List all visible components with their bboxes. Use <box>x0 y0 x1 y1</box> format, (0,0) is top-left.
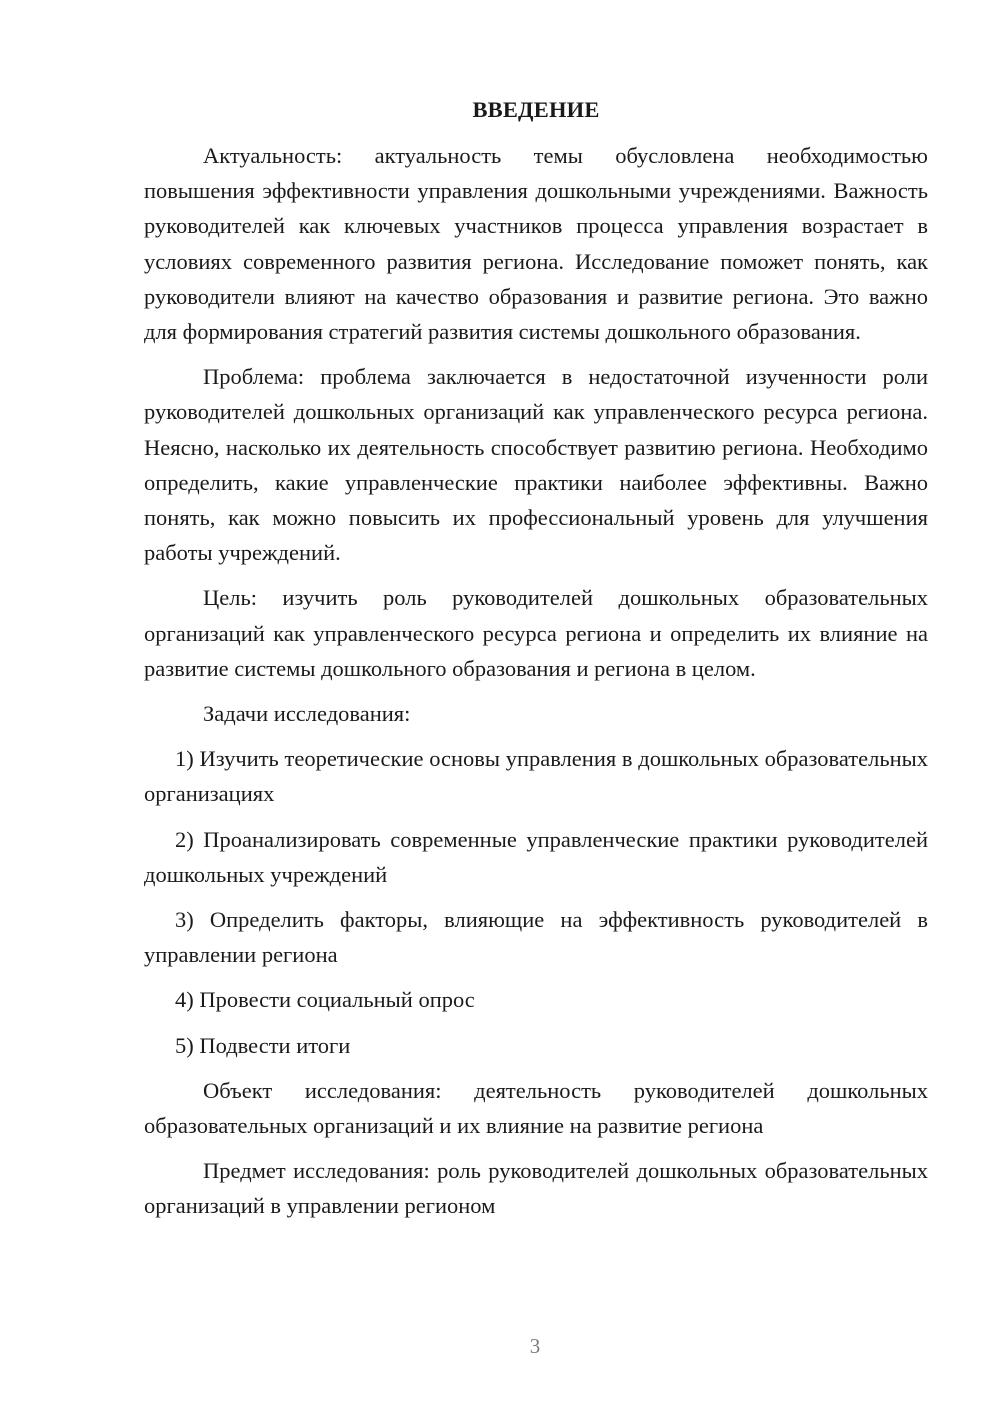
subject-paragraph: Предмет исследования: роль руководителей дошкольных образовательных организаций в управлении регионом <box>144 1158 928 1219</box>
tasks-list <box>144 741 928 1063</box>
page-content <box>144 95 928 1234</box>
list-item: 4) Провести социальный опрос <box>175 987 475 1013</box>
relevance-paragraph: Актуальность: актуальность темы обусловлена необходимостью повышения эффективности управления дошкольными учреждениями. Важность руководителей как ключевых участников процесса управления возрастает в условиях современного развития региона. Исследование поможет понять, как руководители влияют на качество образования и развитие региона. Это важно для формирования стратегий развития системы дошкольного образования. <box>144 143 928 345</box>
goal-paragraph: Цель: изучить роль руководителей дошкольных образовательных организаций как управленческого ресурса региона и определить их влияние на развитие системы дошкольного образования и региона в целом. <box>144 585 928 681</box>
problem-paragraph: Проблема: проблема заключается в недостаточной изученности роли руководителей дошкольных организаций как управленческого ресурса региона. Неясно, насколько их деятельность способствует развитию региона. Необходимо определить, какие управленческие практики наиболее эффективны. Важно понять, как можно повысить их профессиональный уровень для улучшения работы учреждений. <box>144 364 928 566</box>
list-item: 2) Проанализировать современные управленческие практики руководителей дошкольных учреждений <box>144 826 928 887</box>
object-paragraph: Объект исследования: деятельность руководителей дошкольных образовательных организаций и их влияние на развитие региона <box>144 1077 928 1139</box>
page-title: ВВЕДЕНИЕ <box>472 97 600 122</box>
page-number: 3 <box>529 1334 541 1358</box>
tasks-heading: Задачи исследования: <box>203 701 411 727</box>
list-item: 1) Изучить теоретические основы управления в дошкольных образовательных организациях <box>144 746 928 807</box>
list-item: 5) Подвести итоги <box>175 1032 351 1058</box>
list-item: 3) Определить факторы, влияющие на эффективность руководителей в управлении региона <box>144 907 928 968</box>
